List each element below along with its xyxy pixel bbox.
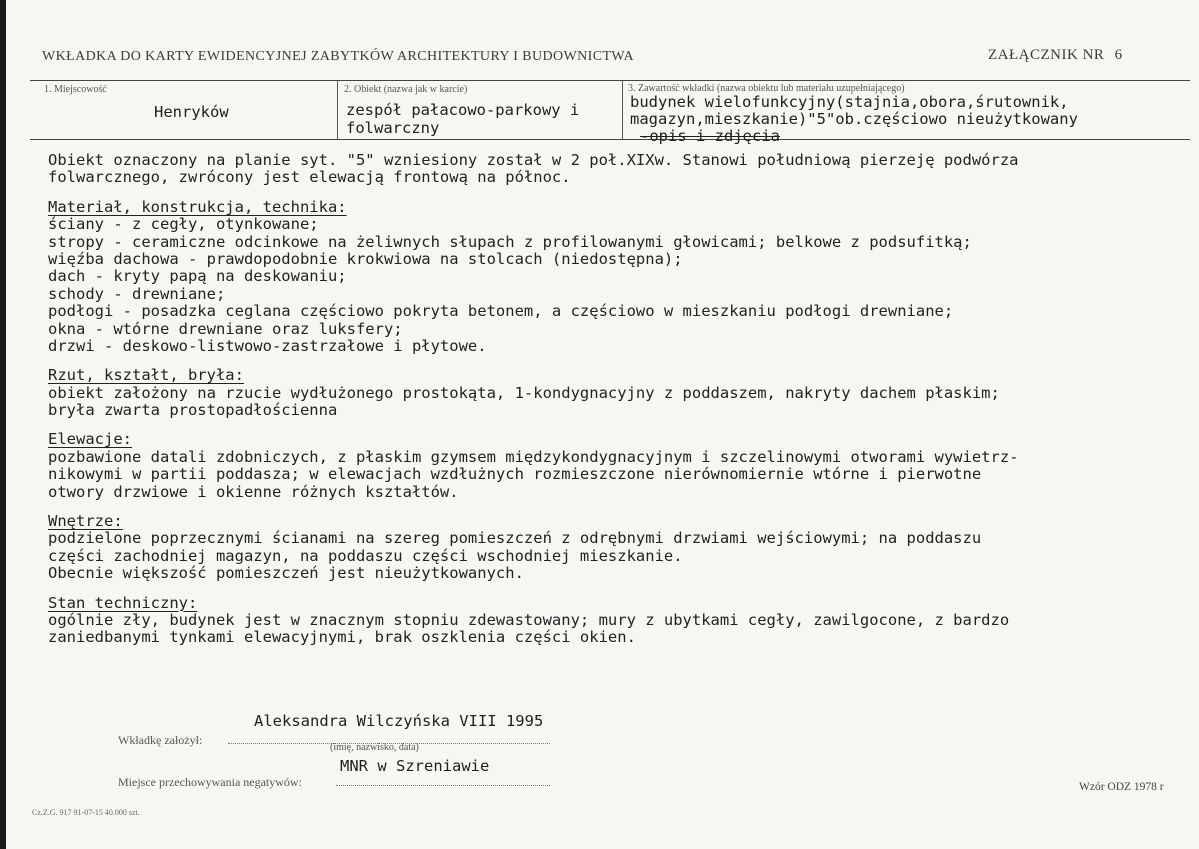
plan-line: bryła zwarta prostopadłościenna	[48, 401, 338, 420]
elevations-line: otwory drzwiowe i okienne różnych kształtów.	[48, 482, 459, 501]
material-line: drzwi - deskowo-listwowo-zastrzałowe i płytowe.	[48, 336, 487, 355]
interior-line: Obecnie większość pomieszczeń jest nieużytkowanych.	[48, 564, 524, 583]
material-line: więźba dachowa - prawdopodobnie krokwiowa na stolcach (niedostępna);	[48, 249, 683, 268]
fields-row	[30, 80, 1190, 145]
document-title: WKŁADKA DO KARTY EWIDENCYJNEJ ZABYTKÓW ARCHITEKTURY I BUDOWNICTWA	[42, 49, 634, 64]
object-value-line1: zespół pałacowo-parkowy i	[346, 101, 580, 119]
object-label: 2. Obiekt (nazwa jak w karcie)	[344, 84, 468, 95]
content-value-line2: magazyn,mieszkanie)"5"ob.częściowo nieużytkowany	[630, 110, 1078, 128]
locality-label: 1. Miejscowość	[44, 84, 107, 95]
material-line: schody - drewniane;	[48, 284, 226, 303]
interior-heading: Wnętrze:	[48, 512, 123, 531]
column-divider	[337, 81, 338, 139]
locality-value: Henryków	[154, 103, 229, 121]
elevations-line: pozbawione datali zdobniczych, z płaskim gzymsem międzykondygnacyjnym i szczelinowymi otworami wywietrz-	[48, 447, 1019, 466]
condition-line: ogólnie zły, budynek jest w znacznym stopniu zdewastowany; mury z ubytkami cegły, zawilgocone, z bardzo	[48, 610, 1010, 629]
record-sheet	[6, 0, 1199, 849]
condition-heading: Stan techniczny:	[48, 593, 198, 612]
negatives-dotted-line	[336, 785, 550, 786]
material-heading: Materiał, konstrukcja, technika:	[48, 197, 347, 216]
description-body	[48, 152, 1019, 647]
content-value-line3: -opis i zdjęcia	[640, 127, 780, 145]
material-line: stropy - ceramiczne odcinkowe na żeliwnych słupach z profilowanymi głowicami; belkowe z podsufitką;	[48, 232, 972, 251]
intro-line: folwarcznego, zwrócony jest elewacją frontową na północ.	[48, 168, 571, 187]
material-line: okna - wtórne drewniane oraz luksfery;	[48, 319, 403, 338]
author-hint: (imię, nazwisko, data)	[330, 742, 419, 753]
content-value-line1: budynek wielofunkcyjny(stajnia,obora,śrutownik,	[630, 93, 1069, 111]
intro-line: Obiekt oznaczony na planie syt. "5" wzniesiony został w 2 poł.XIXw. Stanowi południową pierzeję podwórza	[48, 151, 1019, 169]
author-label: Wkładkę założył:	[118, 733, 203, 747]
material-line: podłogi - posadzka ceglana częściowo pokryta betonem, a częściowo w mieszkaniu podłogi drewniane;	[48, 302, 954, 321]
column-divider	[622, 81, 623, 139]
annex-label	[988, 47, 1123, 64]
print-code: Cz.Z.G. 917 91-07-15 40.000 szt.	[32, 808, 140, 817]
elevations-heading: Elewacje:	[48, 430, 132, 449]
interior-line: części zachodniej magazyn, na poddaszu części wschodniej mieszkanie.	[48, 546, 683, 565]
plan-line: obiekt założony na rzucie wydłużonego prostokąta, 1-kondygnacyjny z poddaszem, nakryty dachem płaskim;	[48, 383, 1000, 402]
interior-line: podzielone poprzecznymi ścianami na szereg pomieszczeń z odrębnymi drzwiami wejściowymi; na poddaszu	[48, 529, 982, 548]
negatives-value: MNR w Szreniawie	[340, 757, 490, 775]
material-line: ściany - z cegły, otynkowane;	[48, 215, 319, 234]
annex-number: 6	[1114, 47, 1123, 63]
material-line: dach - kryty papą na deskowaniu;	[48, 267, 347, 286]
negatives-label: Miejsce przechowywania negatywów:	[118, 775, 302, 789]
annex-text: ZAŁĄCZNIK NR	[988, 47, 1105, 63]
form-model: Wzór ODZ 1978 r	[1079, 781, 1164, 793]
object-value-line2: folwarczny	[346, 119, 440, 137]
plan-heading: Rzut, kształt, bryła:	[48, 366, 244, 385]
author-value: Aleksandra Wilczyńska VIII 1995	[254, 712, 544, 730]
condition-line: zaniedbanymi tynkami elewacyjnymi, brak oszklenia części okien.	[48, 628, 636, 647]
elevations-line: nikowymi w partii poddasza; w elewacjach wzdłużnych rozmieszczone nierównomiernie wtórne i pierwotne	[48, 465, 982, 484]
content-label: 3. Zawartość wkładki (nazwa obiektu lub materiału uzupełniającego)	[628, 83, 905, 94]
